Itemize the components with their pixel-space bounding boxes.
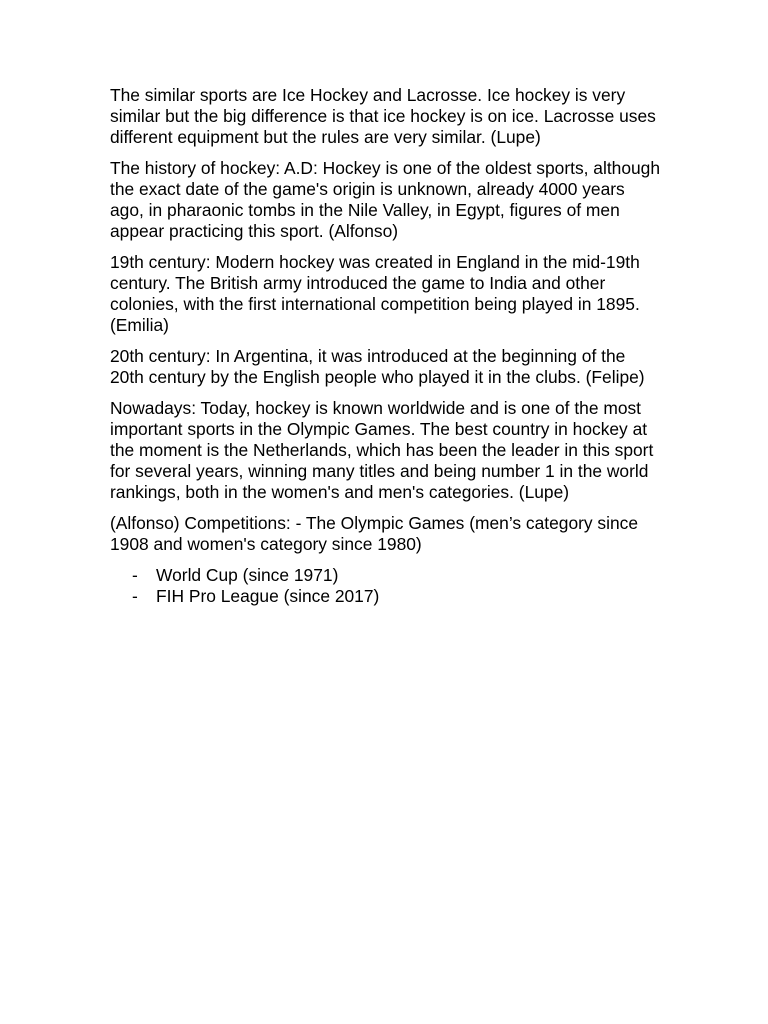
- list-item: [110, 586, 662, 607]
- paragraph-20th-century: 20th century: In Argentina, it was introduced at the beginning of the 20th century by the English people who played it in the clubs. (Felipe): [110, 346, 645, 387]
- paragraph-competitions: (Alfonso) Competitions: - The Olympic Games (men’s category since 1908 and women's category since 1980): [110, 513, 639, 554]
- list-bullet: -: [132, 565, 138, 585]
- paragraph-nowadays: Nowadays: Today, hockey is known worldwide and is one of the most important sports in the Olympic Games. The best country in hockey at the moment is the Netherlands, which has been the leader in this sport for several years, winning many titles and being number 1 in the world rankings, both in the women's and men's categories. (Lupe): [110, 398, 654, 502]
- paragraph-19th-century: 19th century: Modern hockey was created in England in the mid-19th century. The British army introduced the game to India and other colonies, with the first international competition being played in 1895. (Emilia): [110, 252, 640, 335]
- paragraph-similar-sports: The similar sports are Ice Hockey and Lacrosse. Ice hockey is very similar but the big difference is that ice hockey is on ice. Lacrosse uses different equipment but the rules are very similar. (Lupe): [110, 85, 656, 147]
- paragraph-history: The history of hockey: A.D: Hockey is one of the oldest sports, although the exact date of the game's origin is unknown, already 4000 years ago, in pharaonic tombs in the Nile Valley, in Egypt, figures of men appear practicing this sport. (Alfonso): [110, 158, 661, 241]
- list-item-text: World Cup (since 1971): [156, 565, 339, 585]
- list-bullet: -: [132, 586, 138, 606]
- list-item-text: FIH Pro League (since 2017): [156, 586, 380, 606]
- document-body: [110, 85, 662, 607]
- list-item: [110, 565, 662, 586]
- competitions-list: [110, 565, 662, 607]
